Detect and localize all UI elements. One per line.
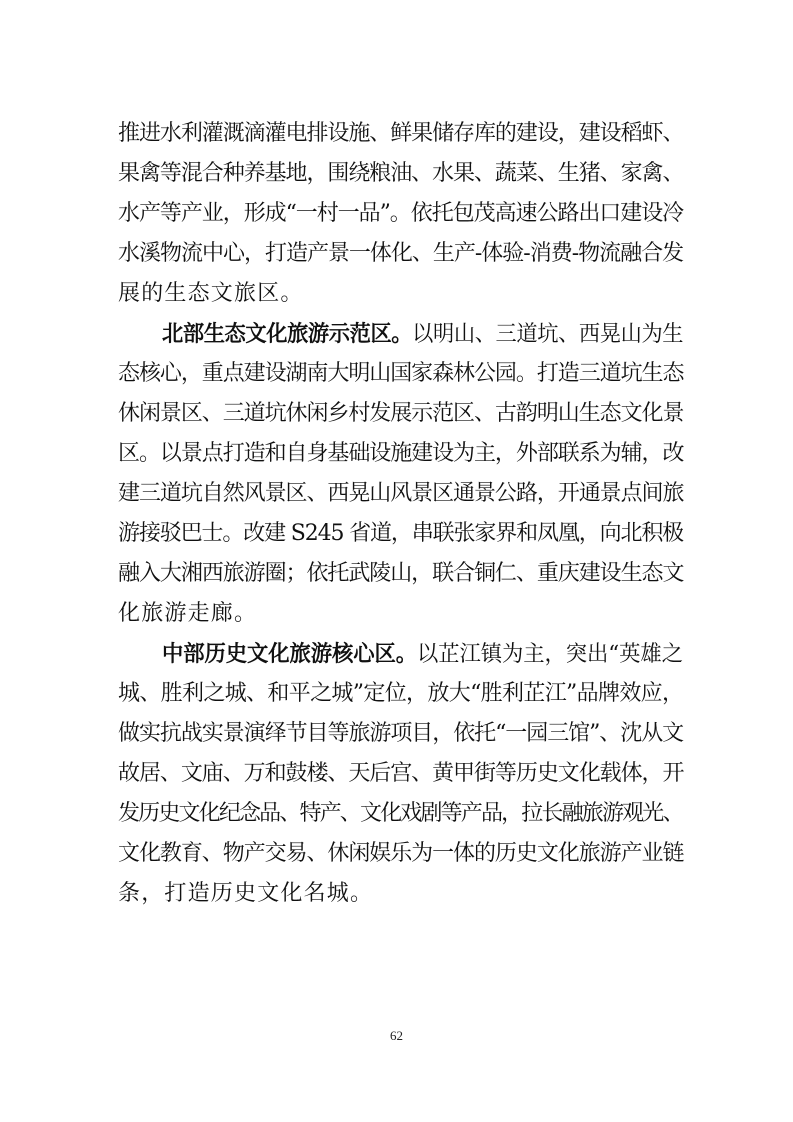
text-line: 融入大湘西旅游圈；依托武陵山，联合铜仁、重庆建设生态文	[118, 561, 684, 586]
section-heading: 北部生态文化旅游示范区。	[162, 321, 413, 347]
text-line	[162, 317, 683, 353]
text-line: 水溪物流中心，打造产景一体化、生产-体验-消费-物流融合发	[118, 241, 684, 266]
text-line	[162, 637, 683, 673]
text-line: 文化教育、物产交易、休闲娱乐为一体的历史文化旅游产业链	[118, 841, 684, 866]
text-line: 休闲景区、三道坑休闲乡村发展示范区、古韵明山生态文化景	[118, 401, 684, 426]
text-line: 区。以景点打造和自身基础设施建设为主，外部联系为辅，改	[118, 441, 684, 466]
text-run: 以明山、三道坑、西晃山为生	[412, 322, 684, 347]
text-line: 态核心，重点建设湖南大明山国家森林公园。打造三道坑生态	[118, 361, 684, 386]
text-line: 游接驳巴士。改建 S245 省道，串联张家界和凤凰，向北积极	[118, 521, 684, 546]
text-line: 水产等产业，形成“一村一品”。依托包茂高速公路出口建设冷	[118, 201, 684, 226]
text-line: 故居、文庙、万和鼓楼、天后宫、黄甲街等历史文化载体，开	[118, 761, 684, 786]
section-heading: 中部历史文化旅游核心区。	[162, 641, 418, 667]
text-line: 展的生态文旅区。	[118, 281, 304, 306]
text-line: 条，打造历史文化名城。	[118, 881, 374, 906]
text-line: 发历史文化纪念品、特产、文化戏剧等产品，拉长融旅游观光、	[118, 801, 683, 826]
page-number: 62	[390, 1028, 403, 1043]
text-line: 做实抗战实景演绎节目等旅游项目，依托“一园三馆”、沈从文	[118, 721, 684, 746]
text-line: 果禽等混合种养基地，围绕粮油、水果、蔬菜、生猪、家禽、	[118, 161, 684, 186]
text-line: 推进水利灌溉滴灌电排设施、鲜果储存库的建设，建设稻虾、	[118, 121, 684, 146]
text-line: 化旅游走廊。	[118, 601, 258, 626]
text-run: 以芷江镇为主，突出“英雄之	[417, 642, 683, 667]
text-line: 城、胜利之城、和平之城”定位，放大“胜利芷江”品牌效应，	[118, 681, 684, 706]
text-line: 建三道坑自然风景区、西晃山风景区通景公路，开通景点间旅	[118, 481, 684, 506]
